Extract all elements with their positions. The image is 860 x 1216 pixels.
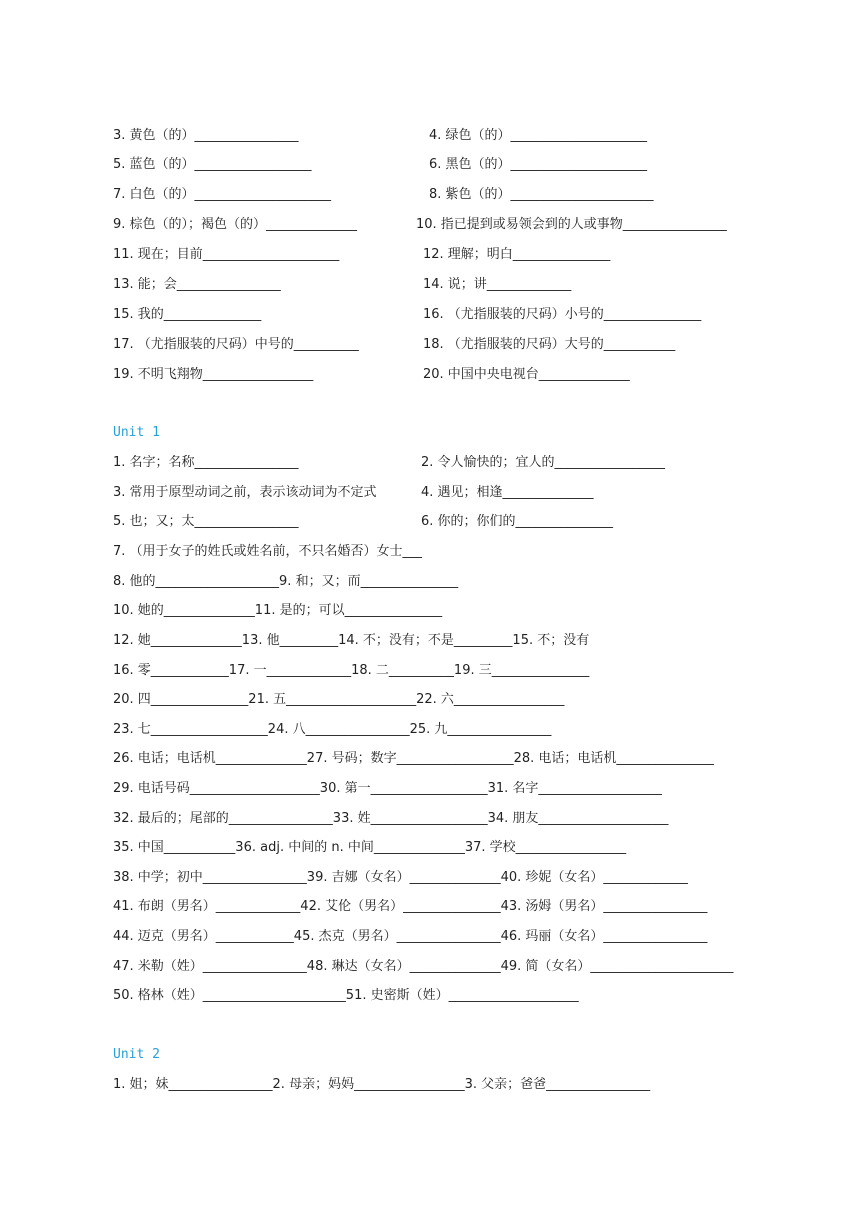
vocab-item: 3. 常用于原型动词之前，表示该动词为不定式 — [113, 485, 377, 500]
vocab-item: 29. 电话号码____________________30. 第一__________________31. 名字___________________ — [113, 781, 662, 796]
vocab-row — [113, 335, 783, 355]
vocab-item: 1. 姐；妹________________2. 母亲；妈妈_________________3. 父亲；爸爸________________ — [113, 1077, 651, 1092]
vocab-item: 10. 她的______________11. 是的；可以_______________ — [113, 603, 443, 618]
vocab-item: 19. 不明飞翔物_________________ — [113, 367, 314, 382]
vocab-row — [113, 453, 783, 473]
vocab-row — [113, 749, 783, 769]
vocab-item: 17. （尤指服装的尺码）中号的__________ — [113, 337, 359, 352]
vocab-item: 3. 黄色（的）________________ — [113, 128, 299, 143]
vocab-item: 7. 白色（的）_____________________ — [113, 187, 332, 202]
vocab-item: 4. 绿色（的）_____________________ — [429, 128, 648, 143]
vocab-row — [113, 483, 783, 503]
vocab-item: 4. 遇见；相逢______________ — [421, 485, 594, 500]
vocab-row — [113, 245, 783, 265]
vocab-row — [113, 690, 783, 710]
vocab-row — [113, 720, 783, 740]
vocab-row — [113, 275, 783, 295]
vocab-item: 18. （尤指服装的尺码）大号的___________ — [423, 337, 676, 352]
vocab-row — [113, 986, 783, 1006]
vocab-row — [113, 779, 783, 799]
vocab-row — [113, 185, 783, 205]
vocab-item: 7. （用于女子的姓氏或姓名前，不只名婚否）女士___ — [113, 544, 423, 559]
vocab-item: 12. 她______________13. 他_________14. 不；没有；不是_________15. 不；没有 — [113, 633, 590, 648]
vocab-item: 8. 他的___________________9. 和；又；而_______________ — [113, 574, 459, 589]
vocab-item: 50. 格林（姓）______________________51. 史密斯（姓）____________________ — [113, 988, 579, 1003]
unit-2-heading: Unit 2 — [113, 1047, 160, 1062]
vocab-item: 8. 紫色（的）______________________ — [429, 187, 654, 202]
vocab-item: 2. 令人愉快的；宜人的_________________ — [421, 455, 666, 470]
vocab-item: 10. 指已提到或易领会到的人或事物________________ — [416, 217, 727, 232]
vocab-item: 47. 米勒（姓）________________48. 琳达（女名）______________49. 简（女名）______________________ — [113, 959, 734, 974]
vocab-item: 23. 七__________________24. 八________________25. 九________________ — [113, 722, 552, 737]
vocab-row — [113, 542, 783, 562]
vocab-row — [113, 126, 783, 146]
vocab-item: 16. 零____________17. 一_____________18. 二__________19. 三_______________ — [113, 663, 590, 678]
unit-1-heading: Unit 1 — [113, 425, 160, 440]
vocab-row — [113, 601, 783, 621]
vocab-item: 26. 电话；电话机______________27. 号码；数字__________________28. 电话；电话机_______________ — [113, 751, 714, 766]
vocab-item: 32. 最后的；尾部的________________33. 姓__________________34. 朋友____________________ — [113, 811, 669, 826]
vocab-row — [113, 305, 783, 325]
vocab-item: 12. 理解；明白_______________ — [423, 247, 611, 262]
vocab-item: 44. 迈克（男名）____________45. 杰克（男名）________________46. 玛丽（女名）________________ — [113, 929, 708, 944]
vocab-item: 38. 中学；初中________________39. 吉娜（女名）______________40. 珍妮（女名）_____________ — [113, 870, 688, 885]
vocab-row — [113, 868, 783, 888]
vocab-row — [113, 631, 783, 651]
vocab-item: 6. 黑色（的）_____________________ — [429, 157, 648, 172]
vocab-item: 20. 四_______________21. 五____________________22. 六_________________ — [113, 692, 565, 707]
vocab-row — [113, 927, 783, 947]
vocab-item: 11. 现在；目前_____________________ — [113, 247, 340, 262]
vocab-row — [113, 838, 783, 858]
vocab-item: 5. 也；又；太________________ — [113, 514, 299, 529]
vocab-row — [113, 809, 783, 829]
vocab-row — [113, 365, 783, 385]
vocab-item: 1. 名字；名称________________ — [113, 455, 299, 470]
vocab-row — [113, 897, 783, 917]
vocab-row — [113, 215, 783, 235]
vocab-item: 13. 能；会________________ — [113, 277, 281, 292]
vocab-row — [113, 512, 783, 532]
vocab-row — [113, 1075, 783, 1095]
vocab-item: 35. 中国___________36. adj. 中间的 n. 中间______________37. 学校_________________ — [113, 840, 627, 855]
vocab-item: 16. （尤指服装的尺码）小号的_______________ — [423, 307, 702, 322]
vocab-item: 6. 你的；你们的_______________ — [421, 514, 614, 529]
vocab-row — [113, 155, 783, 175]
vocab-row — [113, 661, 783, 681]
vocab-item: 5. 蓝色（的）__________________ — [113, 157, 312, 172]
vocab-item: 14. 说；讲_____________ — [423, 277, 572, 292]
vocab-row — [113, 957, 783, 977]
vocab-item: 20. 中国中央电视台______________ — [423, 367, 630, 382]
vocab-item: 41. 布朗（男名）_____________42. 艾伦（男名）_______________43. 汤姆（男名）________________ — [113, 899, 708, 914]
vocab-item: 15. 我的_______________ — [113, 307, 262, 322]
vocab-item: 9. 棕色（的）；褐色（的）______________ — [113, 217, 358, 232]
vocab-row — [113, 572, 783, 592]
